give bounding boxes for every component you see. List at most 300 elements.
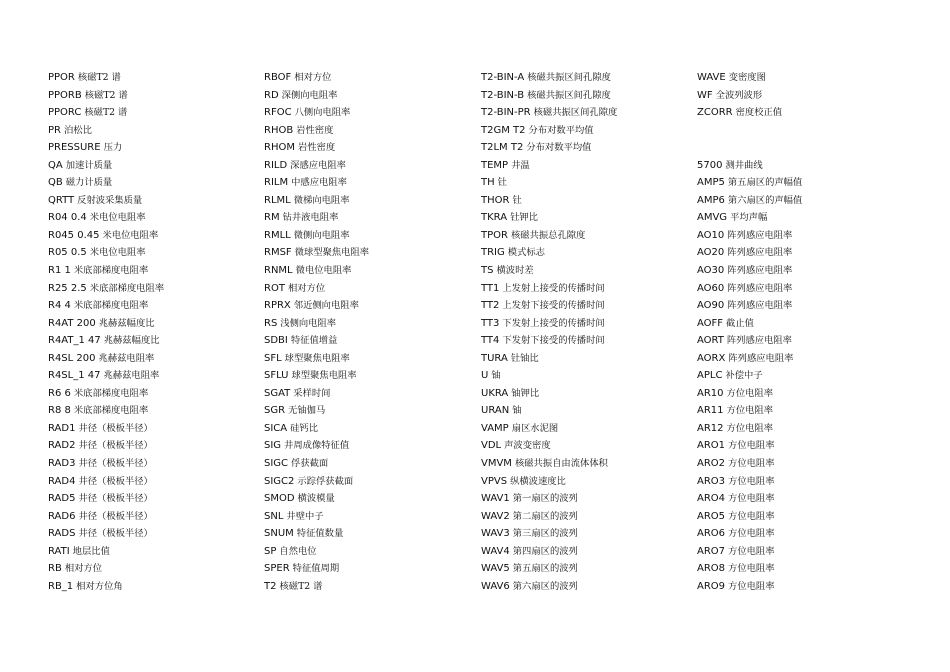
glossary-entry	[48, 315, 164, 333]
glossary-entry	[264, 332, 369, 350]
curve-code: ARO6	[697, 528, 726, 540]
glossary-entry	[481, 104, 617, 122]
curve-description: 全波列波形	[715, 89, 763, 101]
curve-code: RILD	[264, 159, 288, 171]
curve-description: 截止值	[726, 317, 754, 329]
curve-code: SNL	[264, 510, 284, 522]
curve-code: WAV3	[481, 528, 510, 540]
glossary-entry	[697, 525, 802, 543]
curve-code: R4AT_1 47	[48, 335, 101, 347]
glossary-entry	[48, 525, 164, 543]
glossary-entry	[481, 139, 617, 157]
curve-code: QA	[48, 159, 63, 171]
curve-code: AO30	[697, 265, 725, 277]
curve-description: 中感应电阻率	[291, 177, 347, 189]
glossary-entry	[697, 420, 802, 438]
curve-code: T2-BIN-A	[481, 72, 525, 83]
glossary-entry	[48, 437, 164, 455]
curve-code: T2	[264, 580, 277, 592]
curve-code: ARO2	[697, 458, 726, 470]
curve-code: WAV1	[481, 493, 510, 505]
curve-description: 方位电阻率	[728, 475, 775, 487]
curve-code: RBOF	[264, 72, 292, 83]
glossary-entry	[481, 385, 617, 403]
curve-code: WAVE	[697, 72, 726, 83]
glossary-entry	[48, 508, 164, 526]
curve-description: 核磁共振总孔隙度	[510, 229, 586, 241]
curve-description: 相对方位角	[76, 580, 123, 592]
curve-code: R4AT 200	[48, 317, 96, 329]
curve-description: 声波变密度	[504, 440, 551, 452]
glossary-entry	[481, 578, 617, 596]
curve-description: 井周成像特征值	[284, 440, 350, 452]
curve-code: R4SL_1 47	[48, 370, 101, 382]
glossary-entry	[264, 402, 369, 420]
curve-description: 核磁T2 谱	[279, 580, 323, 592]
curve-description: 地层比值	[72, 545, 110, 557]
curve-description: 硅钙比	[290, 422, 319, 434]
curve-code: AR11	[697, 405, 724, 417]
glossary-entry	[697, 578, 802, 596]
curve-code: SIGC	[264, 458, 289, 470]
curve-description: 井径（极板半径）	[78, 493, 153, 505]
curve-description: 俘获截面	[291, 458, 329, 470]
curve-description: 米底部梯度电阻率	[73, 265, 149, 277]
curve-code: AMP5	[697, 177, 725, 189]
curve-code: AO60	[697, 282, 725, 294]
glossary-entry	[697, 297, 802, 315]
curve-description: 米底部梯度电阻率	[73, 300, 149, 312]
glossary-entry	[481, 262, 617, 280]
glossary-entry	[264, 227, 369, 245]
glossary-entry	[48, 473, 164, 491]
glossary-entry	[697, 385, 802, 403]
curve-code: SP	[264, 545, 277, 557]
glossary-entry	[481, 69, 617, 87]
glossary-entry	[697, 87, 802, 105]
glossary-entry	[48, 297, 164, 315]
curve-code: RATI	[48, 545, 70, 557]
curve-description: 无铀伽马	[288, 405, 326, 417]
curve-code: SPER	[264, 563, 290, 575]
curve-code: ARO3	[697, 475, 726, 487]
curve-code: AO20	[697, 247, 725, 259]
curve-description: 井径（极板半径）	[78, 440, 153, 452]
curve-description: 井壁中子	[286, 510, 324, 522]
curve-description: 变密度图	[728, 72, 766, 83]
glossary-entry	[481, 402, 617, 420]
curve-description: 自然电位	[279, 545, 317, 557]
curve-code: VDL	[481, 440, 502, 452]
glossary-entry	[264, 473, 369, 491]
curve-code: AO10	[697, 229, 725, 241]
curve-description: 井径（极板半径）	[78, 458, 153, 470]
glossary-column-2	[264, 69, 369, 595]
glossary-entry	[48, 560, 164, 578]
curve-code: APLC	[697, 370, 723, 382]
curve-description: 核磁T2 谱	[84, 107, 128, 119]
curve-code: AR12	[697, 422, 724, 434]
curve-description: 阵列感应电阻率	[727, 247, 793, 259]
glossary-entry	[481, 525, 617, 543]
curve-description: 井径（极板半径）	[78, 510, 153, 522]
curve-description: 兆赫兹幅度比	[103, 335, 160, 347]
curve-code: ARO9	[697, 580, 726, 592]
curve-description: 上发射下接受的传播时间	[502, 300, 605, 312]
curve-code: RB_1	[48, 580, 74, 592]
glossary-entry	[264, 209, 369, 227]
glossary-entry	[48, 87, 164, 105]
curve-description: 分布对数平均值	[526, 142, 592, 154]
curve-code: RFOC	[264, 107, 292, 119]
curve-description: 第五扇区的波列	[512, 563, 578, 575]
glossary-entry	[697, 262, 802, 280]
curve-description: 压力	[103, 142, 123, 154]
curve-description: 核磁共振区间孔隙度	[533, 107, 618, 119]
curve-code: R4 4	[48, 300, 71, 312]
curve-description: 米底部梯度电阻率	[73, 387, 149, 399]
glossary-entry	[697, 157, 802, 175]
curve-description: 微侧向电阻率	[293, 229, 350, 241]
curve-description: 方位电阻率	[728, 580, 775, 592]
glossary-entry	[697, 437, 802, 455]
curve-description: 扇区水泥图	[511, 422, 559, 434]
curve-description: 特征值周期	[292, 563, 340, 575]
curve-code: WAV6	[481, 580, 510, 592]
glossary-entry	[48, 209, 164, 227]
curve-description: 钍	[512, 194, 522, 206]
curve-description: 米电位电阻率	[102, 229, 159, 241]
curve-code: RAD2	[48, 440, 76, 452]
glossary-entry	[697, 508, 802, 526]
glossary-column-1	[48, 69, 164, 595]
glossary-entry	[48, 385, 164, 403]
curve-code: PRESSURE	[48, 142, 101, 154]
glossary-entry	[697, 280, 802, 298]
curve-code: 5700	[697, 159, 723, 171]
curve-description: 微梯向电阻率	[293, 194, 350, 206]
glossary-entry	[48, 244, 164, 262]
glossary-entry	[48, 192, 164, 210]
curve-description: 邻近侧向电阻率	[293, 300, 359, 312]
curve-code: ZCORR	[697, 107, 733, 119]
glossary-entry	[264, 437, 369, 455]
curve-description: 下发射下接受的传播时间	[502, 335, 605, 347]
glossary-entry	[48, 227, 164, 245]
glossary-entry	[481, 473, 617, 491]
curve-code: RM	[264, 212, 280, 224]
curve-code: ARO4	[697, 493, 726, 505]
curve-code: AR10	[697, 387, 724, 399]
glossary-entry	[48, 262, 164, 280]
curve-code: SGAT	[264, 387, 291, 399]
curve-code: SFLU	[264, 370, 289, 382]
glossary-entry	[697, 455, 802, 473]
curve-code: PPORB	[48, 89, 82, 101]
curve-code: T2GM T2	[481, 124, 526, 136]
glossary-entry	[481, 508, 617, 526]
curve-code: RS	[264, 317, 278, 329]
glossary-entry	[264, 525, 369, 543]
curve-code: SFL	[264, 352, 282, 364]
curve-code: AMP6	[697, 194, 725, 206]
curve-code: R045 0.45	[48, 229, 100, 241]
curve-code: RNML	[264, 265, 293, 277]
curve-description: 井径（极板半径）	[78, 422, 153, 434]
curve-code: VPVS	[481, 475, 508, 487]
curve-code: TKRA	[481, 212, 508, 224]
glossary-entry	[481, 244, 617, 262]
glossary-entry	[481, 437, 617, 455]
glossary-entry	[264, 262, 369, 280]
curve-description: 岩性密度	[296, 124, 334, 136]
glossary-entry	[481, 192, 617, 210]
glossary-entry	[48, 280, 164, 298]
curve-code: AOFF	[697, 317, 724, 329]
curve-code: ARO1	[697, 440, 726, 452]
curve-description: 钍	[497, 177, 507, 189]
curve-code: U	[481, 370, 489, 382]
curve-code: R1 1	[48, 265, 71, 277]
curve-description: 方位电阻率	[726, 405, 774, 417]
curve-description: 方位电阻率	[728, 528, 775, 540]
curve-description: 兆赫兹幅度比	[98, 317, 155, 329]
curve-description: 米底部梯度电阻率	[89, 282, 165, 294]
curve-description: 方位电阻率	[728, 510, 775, 522]
curve-description: 方位电阻率	[728, 493, 775, 505]
curve-description: 纵横波速度比	[510, 475, 566, 487]
glossary-entry	[481, 174, 617, 192]
curve-code: TT2	[481, 300, 500, 312]
curve-code: RPRX	[264, 300, 291, 312]
curve-code: T2-BIN-B	[481, 89, 525, 101]
glossary-entry	[481, 543, 617, 561]
glossary-entry	[48, 490, 164, 508]
curve-code: VMVM	[481, 458, 512, 470]
glossary-entry	[481, 560, 617, 578]
curve-description: 下发射上接受的传播时间	[502, 317, 605, 329]
curve-description: 特征值数量	[296, 528, 344, 540]
glossary-entry	[264, 543, 369, 561]
curve-description: 第一扇区的波列	[512, 493, 578, 505]
curve-code: R4SL 200	[48, 352, 96, 364]
curve-description: 核磁共振区间孔隙度	[527, 89, 611, 101]
curve-description: 米底部梯度电阻率	[73, 405, 149, 417]
curve-code: RB	[48, 563, 62, 575]
glossary-entry	[48, 578, 164, 596]
glossary-entry	[481, 209, 617, 227]
curve-code: PPOR	[48, 72, 75, 83]
curve-code: RILM	[264, 177, 289, 189]
glossary-entry	[481, 315, 617, 333]
curve-description: 方位电阻率	[728, 563, 775, 575]
curve-description: 第四扇区的波列	[512, 545, 578, 557]
glossary-entry	[481, 367, 617, 385]
curve-description: 上发射上接受的传播时间	[502, 282, 605, 294]
glossary-entry	[48, 139, 164, 157]
curve-code: T2LM T2	[481, 142, 524, 154]
curve-description: 核磁T2 谱	[84, 89, 128, 101]
curve-code: UKRA	[481, 387, 509, 399]
glossary-entry	[48, 402, 164, 420]
glossary-entry	[264, 297, 369, 315]
curve-code: QB	[48, 177, 63, 189]
curve-description: 磁力计质量	[65, 177, 113, 189]
glossary-entry	[697, 104, 802, 122]
curve-description: 深侧向电阻率	[281, 89, 338, 101]
curve-code: RAD1	[48, 422, 76, 434]
curve-description: 相对方位	[64, 563, 103, 575]
glossary-entry	[264, 420, 369, 438]
glossary-entry	[481, 350, 617, 368]
curve-code: TT1	[481, 282, 500, 294]
glossary-entry	[697, 192, 802, 210]
glossary-entry	[48, 174, 164, 192]
curve-description: 方位电阻率	[728, 458, 775, 470]
glossary-entry	[264, 122, 369, 140]
curve-description: 铀	[512, 405, 522, 417]
curve-code: AO90	[697, 300, 725, 312]
glossary-entry	[48, 69, 164, 87]
curve-description: 方位电阻率	[726, 422, 774, 434]
glossary-entry	[697, 402, 802, 420]
curve-code: QRTT	[48, 194, 75, 206]
curve-code: R05 0.5	[48, 247, 87, 259]
curve-description: 第二扇区的波列	[512, 510, 578, 522]
glossary-entry	[697, 332, 802, 350]
glossary-entry	[697, 473, 802, 491]
glossary-entry	[697, 174, 802, 192]
glossary-entry	[48, 420, 164, 438]
curve-description: 井径（极板半径）	[78, 528, 153, 540]
curve-code: TPOR	[481, 229, 508, 241]
glossary-entry	[481, 490, 617, 508]
curve-description: 米电位电阻率	[89, 247, 146, 259]
curve-code: RMSF	[264, 247, 292, 259]
glossary-entry	[264, 315, 369, 333]
curve-code: PPORC	[48, 107, 82, 119]
curve-code: ARO5	[697, 510, 726, 522]
glossary-entry	[264, 490, 369, 508]
curve-description: 第三扇区的波列	[512, 528, 578, 540]
glossary-entry	[48, 122, 164, 140]
curve-description: 深感应电阻率	[290, 159, 346, 171]
curve-description: 钍钾比	[510, 212, 538, 224]
glossary-entry	[264, 87, 369, 105]
curve-description: 横波时差	[496, 265, 534, 277]
curve-description: 兆赫兹电阻率	[98, 352, 155, 364]
curve-description: 井径（极板半径）	[78, 475, 153, 487]
glossary-entry	[697, 490, 802, 508]
glossary-entry	[264, 244, 369, 262]
curve-code: RAD6	[48, 510, 76, 522]
glossary-entry	[264, 508, 369, 526]
curve-code: TT4	[481, 335, 500, 347]
curve-code: SGR	[264, 405, 286, 417]
curve-description: 补偿中子	[725, 370, 763, 382]
curve-description: 相对方位	[287, 282, 326, 294]
glossary-entry	[481, 420, 617, 438]
curve-description: 铀钾比	[511, 387, 540, 399]
curve-code: SDBI	[264, 335, 288, 347]
curve-code: R8 8	[48, 405, 71, 417]
curve-code: SIGC2	[264, 475, 295, 487]
curve-code: PR	[48, 124, 61, 136]
curve-description: 米电位电阻率	[89, 212, 146, 224]
glossary-entry	[481, 332, 617, 350]
glossary-entry	[697, 367, 802, 385]
curve-code: R04 0.4	[48, 212, 87, 224]
glossary-entry	[48, 104, 164, 122]
glossary-entry	[481, 297, 617, 315]
glossary-entry	[264, 139, 369, 157]
curve-code: RLML	[264, 194, 291, 206]
glossary-entry	[264, 69, 369, 87]
curve-code: AORT	[697, 335, 724, 347]
curve-description: 第五扇区的声幅值	[727, 177, 803, 189]
curve-description: 相对方位	[294, 72, 332, 83]
curve-description: 阵列感应电阻率	[727, 300, 793, 312]
curve-description: 浅侧向电阻率	[280, 317, 337, 329]
curve-description: 阵列感应电阻率	[727, 229, 793, 241]
curve-description: 核磁共振区间孔隙度	[527, 72, 611, 83]
glossary-entry	[264, 157, 369, 175]
curve-description: 第六扇区的波列	[512, 580, 578, 592]
curve-code: RAD3	[48, 458, 76, 470]
curve-description: 采样时间	[293, 387, 331, 399]
curve-code: RHOB	[264, 124, 294, 136]
curve-description: 方位电阻率	[728, 440, 775, 452]
curve-description: 阵列感应电阻率	[726, 335, 792, 347]
curve-description: 示踪俘获截面	[297, 475, 354, 487]
curve-description: 球型聚焦电阻率	[284, 352, 350, 364]
curve-code: WAV4	[481, 545, 510, 557]
glossary-entry	[48, 543, 164, 561]
curve-code: RHOM	[264, 142, 295, 154]
curve-description: 方位电阻率	[726, 387, 774, 399]
curve-description: 横波模量	[297, 493, 335, 505]
glossary-entry	[264, 280, 369, 298]
curve-code: R6 6	[48, 387, 71, 399]
curve-description: 密度校正值	[735, 107, 783, 119]
curve-code: RMLL	[264, 229, 291, 241]
glossary-entry	[264, 192, 369, 210]
curve-code: TRIG	[481, 247, 505, 259]
curve-code: TT3	[481, 317, 500, 329]
curve-description: 核磁T2 谱	[77, 72, 121, 83]
glossary-entry	[264, 578, 369, 596]
curve-description: 钻井液电阻率	[282, 212, 339, 224]
curve-description: 模式标志	[507, 247, 545, 259]
curve-code: SMOD	[264, 493, 295, 505]
curve-description: 井温	[511, 159, 530, 171]
glossary-entry	[481, 87, 617, 105]
curve-code: TURA	[481, 352, 508, 364]
curve-description: 兆赫兹电阻率	[103, 370, 160, 382]
glossary-entry	[697, 543, 802, 561]
glossary-entry	[697, 350, 802, 368]
glossary-entry	[48, 350, 164, 368]
glossary-entry	[264, 174, 369, 192]
curve-code: AMVG	[697, 212, 728, 224]
curve-description: 阵列感应电阻率	[727, 265, 793, 277]
glossary-entry	[697, 122, 802, 140]
glossary-entry	[697, 69, 802, 87]
glossary-entry	[264, 385, 369, 403]
glossary-entry	[264, 350, 369, 368]
curve-code: T2-BIN-PR	[481, 107, 531, 119]
glossary-entry	[264, 560, 369, 578]
